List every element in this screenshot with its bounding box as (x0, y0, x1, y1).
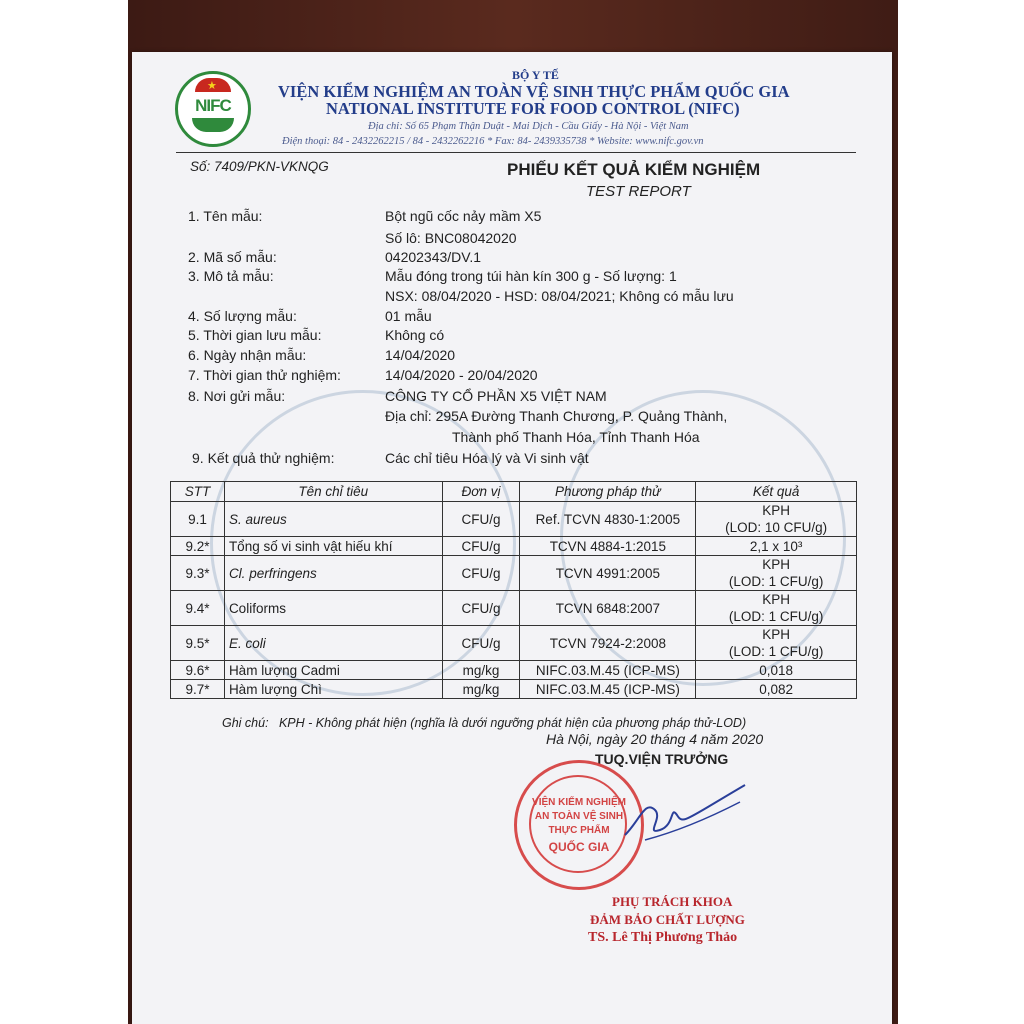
signature (615, 780, 755, 850)
field-value-8a: CÔNG TY CỔ PHẦN X5 VIỆT NAM (385, 388, 607, 404)
col-header-method: Phương pháp thử (520, 482, 696, 502)
signatory-title: TUQ.VIỆN TRƯỞNG (595, 751, 729, 767)
result-line: KPH (762, 557, 790, 572)
field-label-1: 1. Tên mẫu: (188, 208, 263, 224)
table-row (171, 626, 857, 661)
cell-stt: 9.4* (171, 591, 225, 626)
address: Địa chỉ: Số 65 Phạm Thận Duật - Mai Dịch - Cầu Giấy - Hà Nội - Việt Nam (368, 121, 689, 132)
cell-name: Tổng số vi sinh vật hiếu khí (224, 537, 442, 556)
header-rule (176, 152, 856, 153)
issue-date: Hà Nội, ngày 20 tháng 4 năm 2020 (546, 731, 764, 747)
table-row (171, 661, 857, 680)
cell-result (696, 626, 857, 661)
table-row (171, 591, 857, 626)
ministry: BỘ Y TẾ (512, 68, 559, 82)
stamp-inner-ring (529, 775, 627, 873)
cell-method: TCVN 7924-2:2008 (520, 626, 696, 661)
field-value-1b: Số lô: BNC08042020 (385, 230, 517, 246)
field-value-3b: NSX: 08/04/2020 - HSD: 08/04/2021; Không có mẫu lưu (385, 288, 734, 304)
cell-stt: 9.7* (171, 680, 225, 699)
cell-stt: 9.5* (171, 626, 225, 661)
cell-method: TCVN 4884-1:2015 (520, 537, 696, 556)
logo-text: NIFC (195, 96, 231, 115)
signature-line-2: ĐẢM BẢO CHẤT LƯỢNG (590, 912, 745, 927)
logo-leaf (192, 118, 234, 132)
cell-name: Hàm lượng Chì (224, 680, 442, 699)
document-number: Số: 7409/PKN-VKNQG (190, 159, 329, 174)
cell-name: S. aureus (224, 502, 442, 537)
signature-line-1: PHỤ TRÁCH KHOA (612, 894, 733, 909)
cell-name: E. coli (224, 626, 442, 661)
result-line: KPH (762, 592, 790, 607)
cell-method: Ref. TCVN 4830-1:2005 (520, 502, 696, 537)
field-label-6: 6. Ngày nhận mẫu: (188, 347, 307, 363)
nifc-logo (175, 71, 251, 147)
field-label-4: 4. Số lượng mẫu: (188, 308, 297, 324)
cell-result (696, 680, 857, 699)
field-label-2: 2. Mã số mẫu: (188, 249, 277, 265)
stamp-text: AN TOÀN VỆ SINH (534, 811, 624, 822)
note: Ghi chú: KPH - Không phát hiện (nghĩa là dưới ngưỡng phát hiện của phương pháp thử-LOD) (222, 716, 747, 730)
cell-unit: CFU/g (442, 591, 520, 626)
cell-unit: CFU/g (442, 537, 520, 556)
field-label-8: 8. Nơi gửi mẫu: (188, 388, 286, 404)
field-value-8c: Thành phố Thanh Hóa, Tỉnh Thanh Hóa (452, 429, 700, 445)
cell-result (696, 537, 857, 556)
field-value-8b: Địa chỉ: 295A Đường Thanh Chương, P. Quảng Thành, (385, 408, 728, 424)
signer-name: TS. Lê Thị Phương Thảo (588, 930, 738, 945)
field-label-5: 5. Thời gian lưu mẫu: (188, 327, 322, 343)
result-line: 2,1 x 10³ (749, 538, 803, 554)
cell-name: Coliforms (224, 591, 442, 626)
table-header-row (171, 482, 857, 502)
field-value-1a: Bột ngũ cốc nảy mầm X5 (385, 208, 542, 224)
document-title-en: TEST REPORT (586, 183, 691, 200)
cell-name: Hàm lượng Cadmi (224, 661, 442, 680)
cell-result (696, 591, 857, 626)
cell-result (696, 502, 857, 537)
result-line: (LOD: 1 CFU/g) (728, 574, 824, 589)
cell-unit: CFU/g (442, 556, 520, 591)
star-icon: ★ (207, 80, 217, 92)
field-value-3a: Mẫu đóng trong túi hàn kín 300 g - Số lượng: 1 (385, 268, 677, 284)
result-line: 0,018 (759, 662, 794, 678)
cell-result (696, 661, 857, 680)
field-value-4: 01 mẫu (385, 308, 432, 324)
cell-method: NIFC.03.M.45 (ICP-MS) (520, 661, 696, 680)
result-line: KPH (762, 503, 790, 518)
stamp-text: QUỐC GIA (548, 840, 610, 854)
field-value-7: 14/04/2020 - 20/04/2020 (385, 367, 538, 383)
cell-method: NIFC.03.M.45 (ICP-MS) (520, 680, 696, 699)
cell-unit: CFU/g (442, 502, 520, 537)
contact: Điện thoại: 84 - 2432262215 / 84 - 2432262216 * Fax: 84- 2439335738 * Website: www.nifc.gov.vn (282, 136, 704, 147)
col-header-unit: Đơn vị (442, 482, 520, 502)
cell-name: Cl. perfringens (224, 556, 442, 591)
cell-method: TCVN 6848:2007 (520, 591, 696, 626)
result-line: KPH (762, 627, 790, 642)
result-line: 0,082 (759, 681, 794, 697)
col-header-result: Kết quả (696, 482, 857, 502)
field-value-5: Không có (385, 327, 445, 343)
institute-name-en: NATIONAL INSTITUTE FOR FOOD CONTROL (NIFC) (326, 99, 740, 118)
table-row (171, 556, 857, 591)
result-line: (LOD: 1 CFU/g) (728, 644, 824, 659)
col-header-stt: STT (171, 482, 225, 502)
field-label-7: 7. Thời gian thử nghiệm: (188, 367, 341, 383)
cell-stt: 9.1 (171, 502, 225, 537)
field-value-2: 04202343/DV.1 (385, 249, 482, 265)
cell-method: TCVN 4991:2005 (520, 556, 696, 591)
field-label-3: 3. Mô tả mẫu: (188, 268, 274, 284)
result-line: (LOD: 10 CFU/g) (725, 520, 828, 535)
result-line: (LOD: 1 CFU/g) (728, 609, 824, 624)
stamp-text: THỰC PHẨM (548, 825, 610, 836)
cell-stt: 9.6* (171, 661, 225, 680)
table-row (171, 680, 857, 699)
table-row (171, 502, 857, 537)
cell-result (696, 556, 857, 591)
document-title-vi: PHIẾU KẾT QUẢ KIỂM NGHIỆM (507, 160, 761, 179)
field-value-6: 14/04/2020 (385, 347, 456, 363)
col-header-name: Tên chỉ tiêu (224, 482, 442, 502)
results-table (170, 481, 857, 699)
cell-stt: 9.2* (171, 537, 225, 556)
stamp-text: VIỆN KIỂM NGHIỆM (532, 797, 626, 808)
field-label-9: 9. Kết quả thử nghiệm: (192, 450, 335, 466)
cell-stt: 9.3* (171, 556, 225, 591)
cell-unit: CFU/g (442, 626, 520, 661)
field-value-9: Các chỉ tiêu Hóa lý và Vi sinh vật (385, 450, 589, 466)
cell-unit: mg/kg (442, 680, 520, 699)
table-row (171, 537, 857, 556)
cell-unit: mg/kg (442, 661, 520, 680)
institute-name-vi: VIỆN KIỂM NGHIỆM AN TOÀN VỆ SINH THỰC PHẨM QUỐC GIA (278, 82, 790, 101)
